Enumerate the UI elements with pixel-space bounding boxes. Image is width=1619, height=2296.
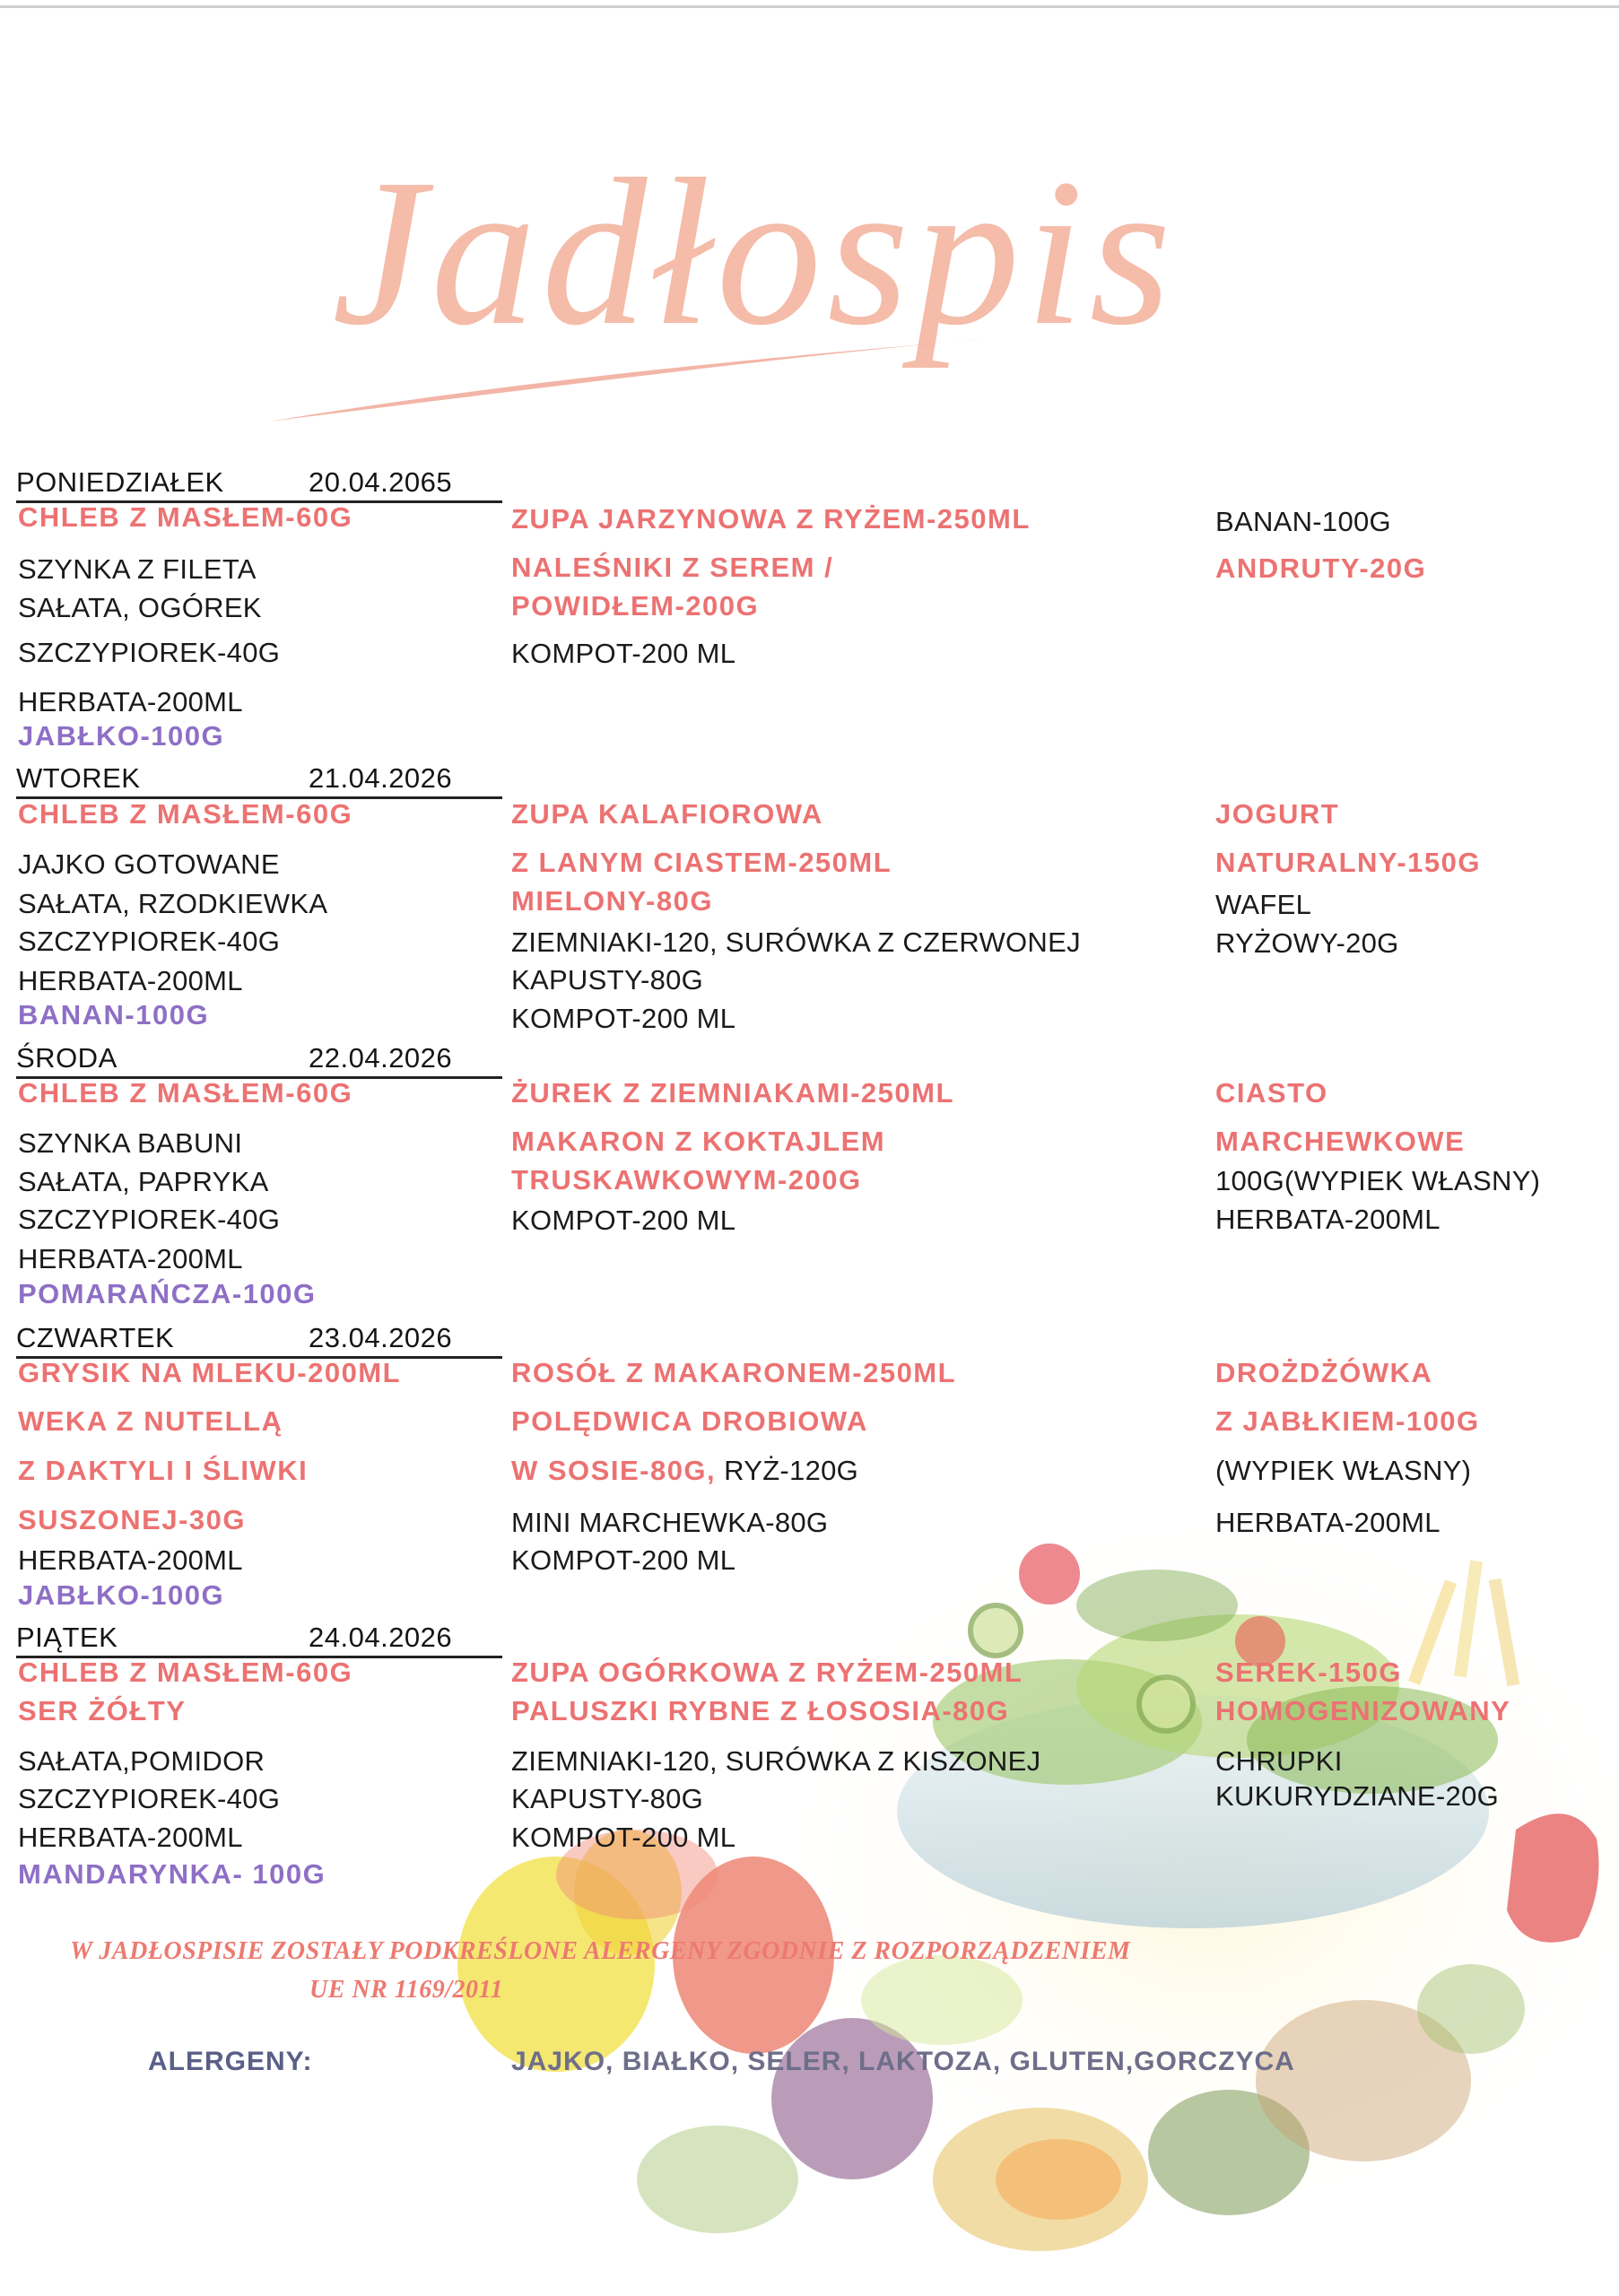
page-title: Jadłospis [332,135,1177,369]
menu-item: HOMOGENIZOWANY [1215,1695,1511,1726]
menu-item-part: RYŻ-120G [716,1455,859,1486]
menu-item: BANAN-100G [1215,506,1391,537]
menu-item: CHLEB Z MASŁEM-60G [18,1657,353,1688]
menu-item: JABŁKO-100G [18,720,225,752]
menu-item: SAŁATA,POMIDOR [18,1745,265,1777]
menu-item: POMARAŃCZA-100G [18,1278,317,1309]
menu-item: ZUPA OGÓRKOWA Z RYŻEM-250ML [511,1657,1023,1688]
allergens-label: ALERGENY: [148,2047,313,2076]
tomato [1019,1544,1080,1605]
menu-item: SZCZYPIOREK-40G [18,1204,281,1235]
menu-item: SER ŻÓŁTY [18,1695,187,1726]
menu-item: MARCHEWKOWE [1215,1126,1466,1157]
menu-item: SAŁATA, PAPRYKA [18,1166,269,1197]
title-banner [0,0,1619,430]
menu-item: PALUSZKI RYBNE Z ŁOSOSIA-80G [511,1695,1010,1726]
menu-item: BANAN-100G [18,999,210,1031]
menu-item: HERBATA-200ML [18,686,243,718]
menu-item: KAPUSTY-80G [511,1783,704,1814]
menu-item: NALEŚNIKI Z SEREM / [511,552,834,583]
menu-item: HERBATA-200ML [1215,1507,1441,1538]
menu-item: NATURALNY-150G [1215,847,1482,878]
menu-item: (WYPIEK WŁASNY) [1215,1455,1472,1486]
menu-item: KOMPOT-200 ML [511,1544,736,1576]
menu-item: CHRUPKI [1215,1745,1343,1777]
menu-item: SAŁATA, OGÓREK [18,592,262,623]
menu-item: HERBATA-200ML [18,1544,243,1576]
menu-item: ŻUREK Z ZIEMNIAKAMI-250ML [511,1077,954,1109]
menu-item: MANDARYNKA- 100G [18,1858,326,1890]
menu-item: TRUSKAWKOWYM-200G [511,1164,862,1196]
menu-item: KOMPOT-200 ML [511,638,736,669]
day-header [16,1040,502,1079]
day-name: PIĄTEK [16,1622,118,1653]
menu-item: HERBATA-200ML [18,1243,243,1274]
menu-item: ZUPA KALAFIOROWA [511,798,823,830]
menu-item: CHLEB Z MASŁEM-60G [18,798,353,830]
menu-item: JAJKO GOTOWANE [18,848,280,880]
day-name: CZWARTEK [16,1322,175,1353]
menu-item: MAKARON Z KOKTAJLEM [511,1126,886,1157]
menu-item: Z DAKTYLI I ŚLIWKI [18,1455,309,1486]
menu-item: JOGURT [1215,798,1340,830]
menu-item: HERBATA-200ML [1215,1204,1441,1235]
menu-item: JABŁKO-100G [18,1579,225,1611]
menu-item: ZIEMNIAKI-120, SURÓWKA Z CZERWONEJ [511,926,1081,958]
menu-item: SZCZYPIOREK-40G [18,926,281,957]
menu-item: 100G(WYPIEK WŁASNY) [1215,1165,1541,1196]
menu-item: POWIDŁEM-200G [511,590,760,622]
red-cabbage [771,2018,933,2179]
day-date: 23.04.2026 [309,1322,453,1353]
menu-item: CIASTO [1215,1077,1328,1109]
menu-item: HERBATA-200ML [18,1822,243,1853]
allergen-notice-line2: UE NR 1169/2011 [309,1976,503,2004]
menu-item: MINI MARCHEWKA-80G [511,1507,829,1538]
allergens-list: JAJKO, BIAŁKO, SELER, LAKTOZA, GLUTEN,GORCZYCA [511,2047,1295,2076]
menu-item: SEREK-150G [1215,1657,1402,1688]
menu-item: ROSÓŁ Z MAKARONEM-250ML [511,1357,957,1388]
menu-item: KUKURYDZIANE-20G [1215,1780,1500,1812]
menu-item: ZIEMNIAKI-120, SURÓWKA Z KISZONEJ [511,1745,1041,1777]
menu-item: POLĘDWICA DROBIOWA [511,1405,868,1437]
menu-item: ZUPA JARZYNOWA Z RYŻEM-250ML [511,503,1031,535]
day-date: 24.04.2026 [309,1622,453,1653]
menu-item: SAŁATA, RZODKIEWKA [18,888,328,919]
day-header [16,761,502,799]
menu-item: SZYNKA Z FILETA [18,553,257,585]
menu-item: RYŻOWY-20G [1215,927,1399,959]
menu-item-part: W SOSIE-80G, [511,1455,717,1486]
menu-item: Z LANYM CIASTEM-250ML [511,847,892,878]
menu-item: Z JABŁKIEM-100G [1215,1405,1480,1437]
menu-item: MIELONY-80G [511,885,713,917]
day-name: PONIEDZIAŁEK [16,466,224,498]
day-header [16,1620,502,1658]
day-header [16,1320,502,1359]
menu-item: KAPUSTY-80G [511,964,704,996]
day-date: 21.04.2026 [309,762,453,794]
menu-item: WEKA Z NUTELLĄ [18,1405,283,1437]
menu-item: DROŻDŻÓWKA [1215,1357,1433,1388]
day-date: 20.04.2065 [309,466,453,498]
menu-item: WAFEL [1215,889,1312,920]
menu-item: KOMPOT-200 ML [511,1205,736,1236]
allergen-notice-line1: W JADŁOSPISIE ZOSTAŁY PODKREŚLONE ALERGENY ZGODNIE Z ROZPORZĄDZENIEM [70,1937,1131,1965]
menu-item-mixed [511,1455,858,1487]
menu-item: CHLEB Z MASŁEM-60G [18,1077,353,1109]
menu-item: SZCZYPIOREK-40G [18,1783,281,1814]
menu-item: SZCZYPIOREK-40G [18,637,281,668]
menu-item: SUSZONEJ-30G [18,1504,247,1535]
menu-item: GRYSIK NA MLEKU-200ML [18,1357,402,1388]
menu-item: CHLEB Z MASŁEM-60G [18,501,353,533]
day-header [16,465,502,503]
menu-item: ANDRUTY-20G [1215,552,1427,584]
day-name: WTOREK [16,762,141,794]
day-date: 22.04.2026 [309,1042,453,1074]
menu-item: KOMPOT-200 ML [511,1822,736,1853]
menu-item: HERBATA-200ML [18,965,243,996]
menu-item: KOMPOT-200 ML [511,1003,736,1034]
day-name: ŚRODA [16,1042,118,1074]
menu-item: SZYNKA BABUNI [18,1127,243,1159]
